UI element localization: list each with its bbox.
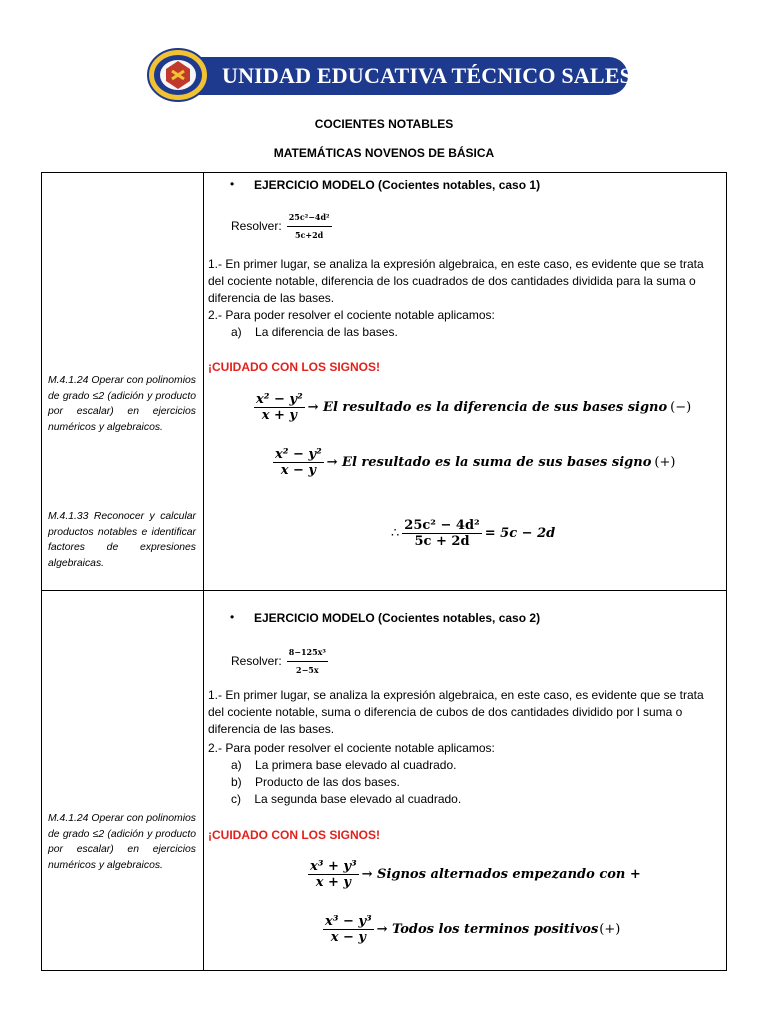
content-table (41, 172, 727, 971)
list-item (231, 791, 461, 808)
fraction-denominator: 2−5x (296, 665, 319, 675)
row-divider (42, 590, 726, 591)
fraction-denominator: x + y (261, 408, 297, 423)
result-rhs: = 5c − 2d (484, 526, 556, 541)
resolver-fraction-1 (287, 209, 332, 244)
fraction-denominator: x − y (280, 463, 316, 478)
list-item-text: La diferencia de las bases. (255, 325, 398, 339)
result-fraction (402, 518, 481, 549)
banner-bar (186, 57, 691, 95)
list-item (231, 324, 398, 341)
fraction-denominator: 5c + 2d (414, 534, 470, 549)
fraction-numerator: x² − y² (275, 447, 322, 462)
column-divider (203, 173, 204, 970)
rule-3-text: → Signos alternados empezando con + (361, 867, 641, 882)
bullet-icon: • (230, 177, 235, 191)
rule-3-fraction (308, 859, 359, 890)
rule-4-equation (323, 914, 620, 945)
list-marker: c) (231, 792, 241, 806)
objective-m4124-b: M.4.1.24 Operar con polinomios de grado ≤2 (adición y producto por escalar) en ejercicios numéricos y algebraicos. (48, 813, 196, 871)
rule-1-equation (254, 392, 691, 423)
rule-2-fraction (273, 447, 324, 478)
signs-warning-2: ¡CUIDADO CON LOS SIGNOS! (208, 828, 381, 842)
step-2-text: 2.- Para poder resolver el cociente notable aplicamos: (208, 308, 495, 322)
fraction-denominator: 5c+2d (294, 230, 324, 240)
fraction-denominator: x + y (315, 875, 351, 890)
list-marker: a) (231, 758, 242, 772)
list-item (231, 757, 456, 774)
fraction-numerator: 8−125x³ (287, 644, 328, 662)
list-item-text: La primera base elevado al cuadrado. (255, 758, 457, 772)
fraction-numerator: x² − y² (256, 392, 303, 407)
rule-2-text: → El resultado es la suma de sus bases signo (326, 455, 652, 470)
page-subtitle: MATEMÁTICAS NOVENOS DE BÁSICA (273, 146, 495, 160)
list-marker: b) (231, 775, 242, 789)
rule-2-equation (273, 447, 675, 478)
rule-1-sign: (−) (670, 400, 692, 415)
resolver-1 (231, 209, 332, 244)
resolver-label: Resolver: (231, 219, 282, 233)
rule-3-equation (308, 859, 641, 890)
fraction-numerator: 25c²−4d² (287, 209, 332, 227)
school-banner (146, 47, 691, 103)
step-1-text: 1.- En primer lugar, se analiza la expresión algebraica, en este caso, es evidente que se trata del cociente notable, diferencia de los cuadrados de dos cantidades dividida para la suma o diferencia de las bases. (208, 257, 704, 305)
resolver-label: Resolver: (231, 654, 282, 668)
school-seal-icon (146, 47, 210, 103)
list-item (231, 774, 400, 791)
rule-4-sign: (+) (599, 922, 621, 937)
rule-2-sign: (+) (654, 455, 676, 470)
bullet-icon: • (230, 610, 235, 624)
step-2-text: 2.- Para poder resolver el cociente notable aplicamos: (208, 741, 495, 755)
resolver-2 (231, 644, 328, 679)
rule-4-text: → Todos los terminos positivos (376, 922, 599, 937)
fraction-numerator: x³ − y³ (325, 914, 372, 929)
list-item-text: La segunda base elevado al cuadrado. (254, 792, 462, 806)
fraction-numerator: 25c² − 4d² (404, 518, 480, 533)
signs-warning-1: ¡CUIDADO CON LOS SIGNOS! (208, 360, 381, 374)
objective-m4133: M.4.1.33 Reconocer y calcular productos notables e identificar factores de expresiones algebraicas. (48, 511, 196, 569)
step-1-text: 1.- En primer lugar, se analiza la expresión algebraica, en este caso, es evidente que se trata del cociente notable, suma o diferencia de cubos de dos cantidades dividido por l suma o diferencia de las bases. (208, 688, 704, 736)
rule-4-fraction (323, 914, 374, 945)
page-title: COCIENTES NOTABLES (314, 117, 454, 131)
list-item-text: Producto de las dos bases. (255, 775, 400, 789)
result-equation (388, 518, 555, 549)
list-marker: a) (231, 325, 242, 339)
fraction-numerator: x³ + y³ (310, 859, 357, 874)
rule-1-text: → El resultado es la diferencia de sus bases signo (307, 400, 668, 415)
objective-m4124-a: M.4.1.24 Operar con polinomios de grado ≤2 (adición y producto por escalar) en ejercicios numéricos y algebraicos. (48, 375, 196, 433)
school-name: UNIDAD EDUCATIVA TÉCNICO SALESIANO (222, 63, 691, 88)
exercise-title-2: EJERCICIO MODELO (Cocientes notables, caso 2) (254, 611, 541, 625)
therefore-symbol: ∴ (391, 526, 400, 541)
exercise-title-1: EJERCICIO MODELO (Cocientes notables, caso 1) (254, 178, 541, 192)
rule-1-fraction (254, 392, 305, 423)
resolver-fraction-2 (287, 644, 328, 679)
fraction-denominator: x − y (330, 930, 366, 945)
